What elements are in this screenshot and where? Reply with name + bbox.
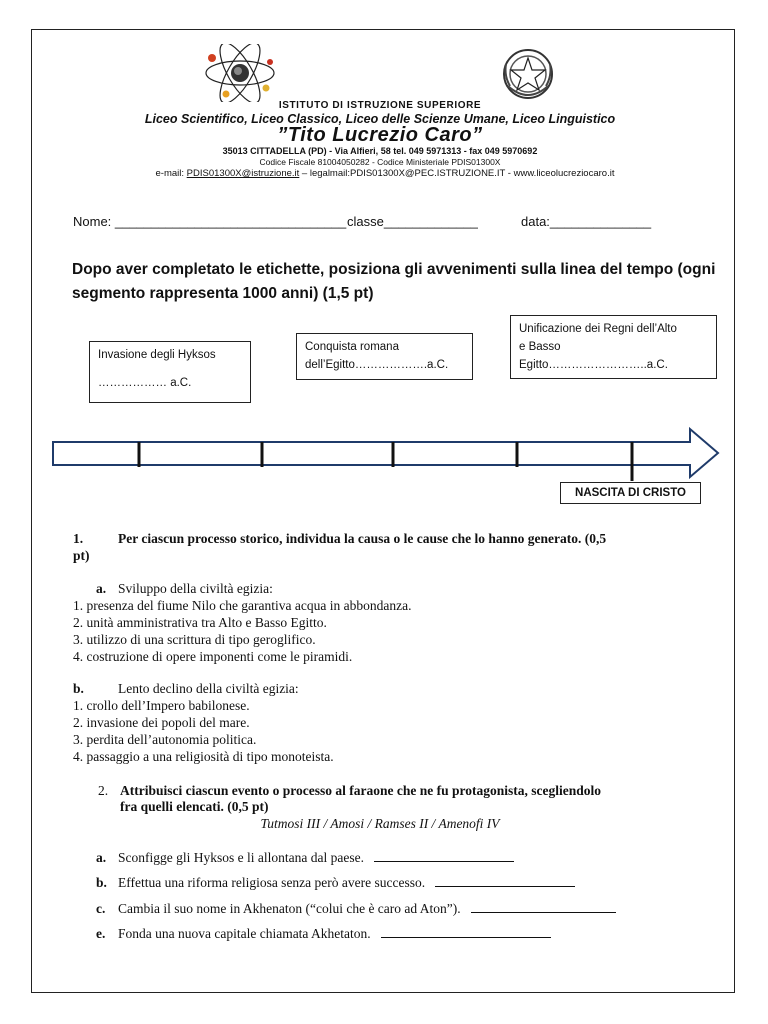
- q1-a-title: Sviluppo della civiltà egizia:: [118, 581, 273, 596]
- event-roma-title: Conquista romana: [305, 341, 399, 353]
- legalmail-text: – legalmail:PDIS01300X@PEC.ISTRUZIONE.IT -: [299, 168, 514, 179]
- q2-options: Tutmosi III / Amosi / Ramses II / Amenofi IV: [260, 816, 500, 831]
- contact-line: [60, 168, 710, 179]
- q2-text-line1: Attribuisci ciascun evento o processo al faraone che ne fu protagonista, scegliendolo: [120, 783, 601, 798]
- event-hyksos-date: ……………… a.C.: [98, 377, 192, 389]
- q1-b-label: b.: [73, 681, 84, 696]
- event-hyksos-title: Invasione degli Hyksos: [98, 349, 216, 361]
- answer-blank[interactable]: [435, 874, 575, 887]
- school-name: ”Tito Lucrezio Caro”: [277, 124, 483, 146]
- list-item: 1. presenza del fiume Nilo che garantiva acqua in abbondanza.: [73, 598, 412, 613]
- list-item: 1. crollo dell’Impero babilonese.: [73, 698, 250, 713]
- q2-item-label: a.: [96, 850, 107, 865]
- nome-field[interactable]: Nome: ________________________________: [73, 214, 347, 229]
- q1-a-label: a.: [96, 581, 107, 596]
- timeline-arrow: [50, 425, 722, 481]
- q2-item-label: b.: [96, 875, 107, 890]
- school-address: 35013 CITTADELLA (PD) - Via Alfieri, 58 tel. 049 5971313 - fax 049 5970692: [222, 146, 538, 156]
- q2-number: 2.: [98, 783, 109, 798]
- q1-b-list: [73, 697, 334, 765]
- q2-item-text: Sconfigge gli Hyksos e li allontana dal paese.: [118, 850, 364, 865]
- q2-item-text: Effettua una riforma religiosa senza però avere successo.: [118, 875, 426, 890]
- timeline-instruction: Dopo aver completato le etichette, posiziona gli avvenimenti sulla linea del tempo (ogni segmento rappresenta 1000 anni) (1,5 pt): [72, 261, 716, 302]
- q1-number: 1.: [73, 531, 84, 546]
- list-item: 2. unità amministrativa tra Alto e Basso Egitto.: [73, 615, 327, 630]
- q2-item-a: [96, 849, 514, 867]
- school-codes: Codice Fiscale 81004050282 - Codice Ministeriale PDIS01300X: [259, 157, 501, 167]
- data-field[interactable]: data:______________: [521, 214, 652, 229]
- schools-list: Liceo Scientifico, Liceo Classico, Liceo delle Scienze Umane, Liceo Linguistico: [144, 112, 616, 126]
- event-unif-date: e Basso Egitto……………………..a.C.: [519, 341, 668, 371]
- q2-item-text: Cambia il suo nome in Akhenaton (“colui che è caro ad Aton”).: [118, 901, 461, 916]
- list-item: 4. costruzione di opere imponenti come le piramidi.: [73, 649, 353, 664]
- q2-item-b: [96, 874, 575, 892]
- list-item: 3. utilizzo di una scrittura di tipo geroglifico.: [73, 632, 316, 647]
- list-item: 3. perdita dell’autonomia politica.: [73, 732, 257, 747]
- republic-emblem: [500, 46, 556, 102]
- atom-logo: [200, 44, 280, 102]
- event-box-unificazione[interactable]: [510, 315, 717, 379]
- q1-a-list: [73, 597, 411, 665]
- q2-item-e: [96, 925, 551, 943]
- q2-item-label: c.: [96, 901, 106, 916]
- event-roma-date: dell’Egitto……………….a.C.: [305, 359, 449, 371]
- event-unif-title: Unificazione dei Regni dell’Alto: [519, 323, 677, 335]
- email-prefix: e-mail:: [155, 168, 187, 179]
- classe-field[interactable]: classe_____________: [347, 214, 478, 229]
- q2-item-label: e.: [96, 926, 106, 941]
- cristo-label: NASCITA DI CRISTO: [560, 482, 701, 504]
- answer-blank[interactable]: [374, 849, 514, 862]
- answer-blank[interactable]: [471, 900, 616, 913]
- q1-text-cont: pt): [73, 548, 90, 563]
- event-box-hyksos[interactable]: [89, 341, 251, 403]
- list-item: 2. invasione dei popoli del mare.: [73, 715, 250, 730]
- answer-blank[interactable]: [381, 925, 551, 938]
- q2-text-line2: fra quelli elencati. (0,5 pt): [120, 799, 269, 814]
- q1-text: Per ciascun processo storico, individua la causa o le cause che lo hanno generato. (0,5: [118, 531, 607, 546]
- q1-b-title: Lento declino della civiltà egizia:: [118, 681, 299, 696]
- q2-item-text: Fonda una nuova capitale chiamata Akhetaton.: [118, 926, 371, 941]
- institute-label: ISTITUTO DI ISTRUZIONE SUPERIORE: [278, 100, 482, 111]
- list-item: 4. passaggio a una religiosità di tipo monoteista.: [73, 749, 334, 764]
- website-link[interactable]: www.liceolucreziocaro.it: [513, 168, 615, 179]
- email-link[interactable]: PDIS01300X@istruzione.it: [186, 168, 300, 179]
- event-box-roma[interactable]: [296, 333, 473, 380]
- q2-item-c: [96, 900, 616, 918]
